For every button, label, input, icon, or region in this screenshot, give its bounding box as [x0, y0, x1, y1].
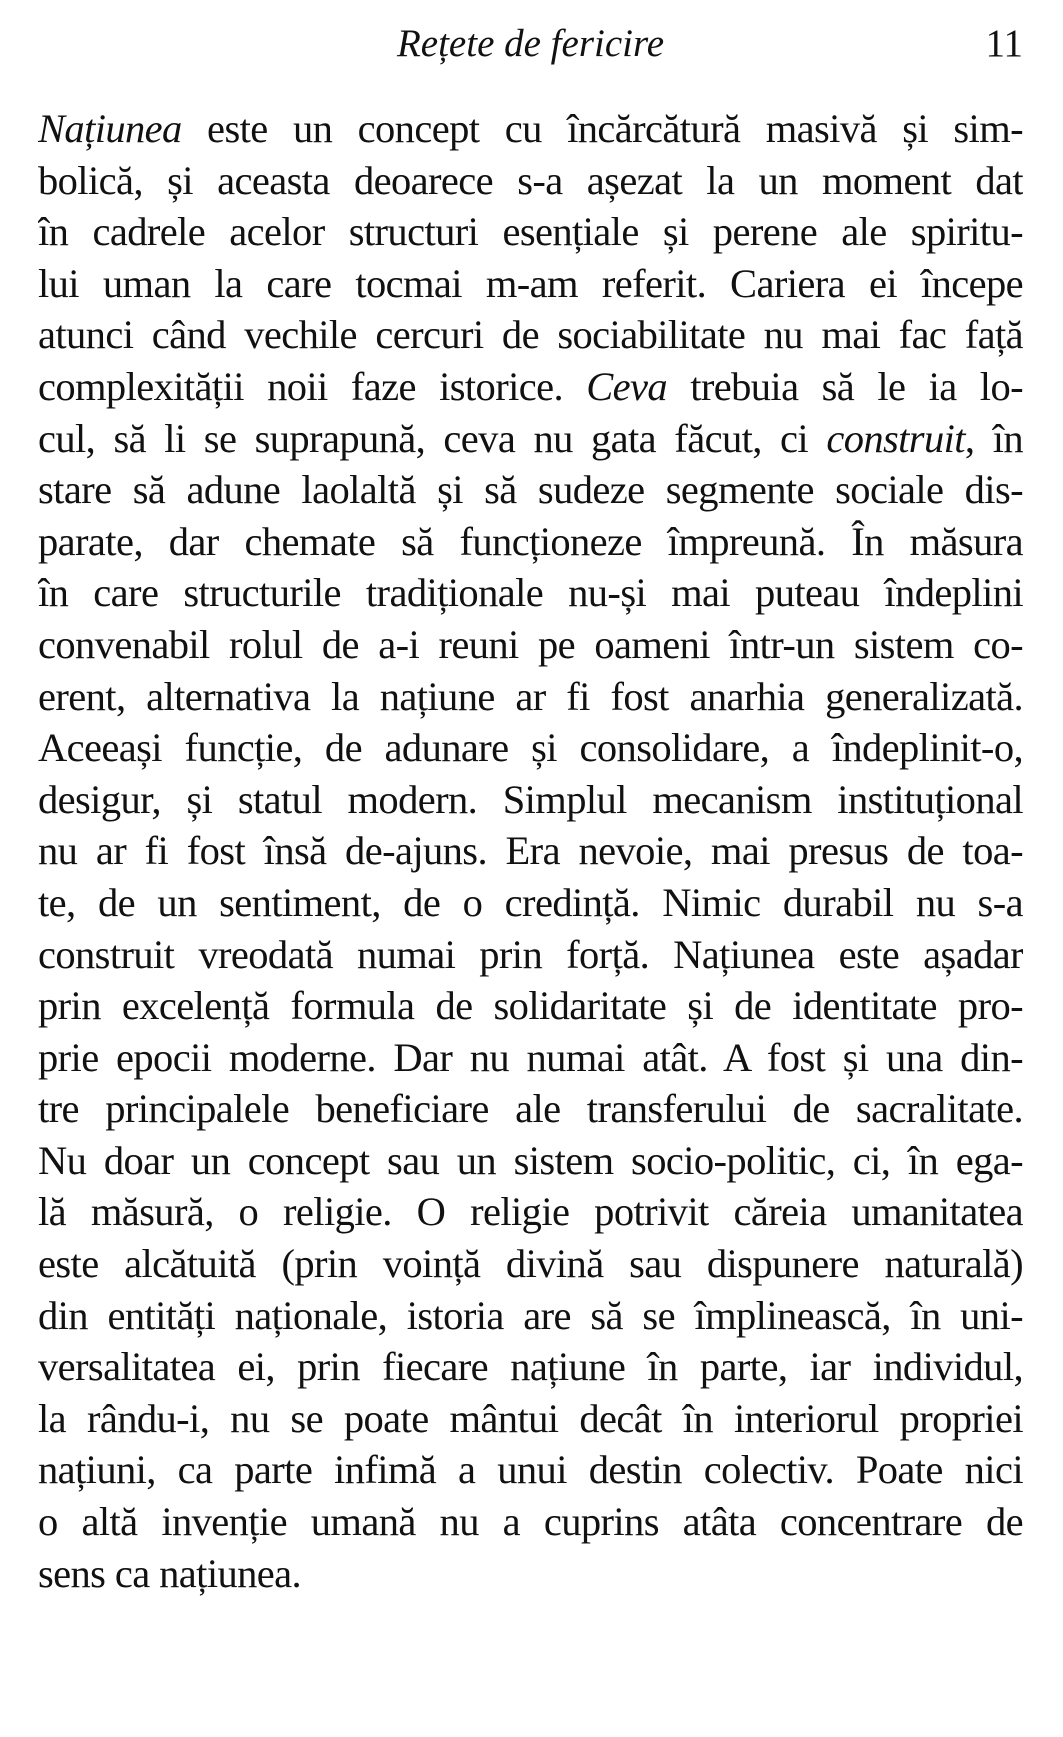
text-run: Nu doar un concept sau un sistem socio-politic, ci, în ega- — [38, 1137, 1023, 1183]
text-line — [38, 1341, 1023, 1393]
text-line — [38, 1135, 1023, 1187]
text-run: în care structurile tradiționale nu-și mai puteau îndeplini — [38, 570, 1023, 616]
text-run: complexității noii faze istorice. — [38, 363, 587, 409]
text-run: lui uman la care tocmai m-am referit. Cariera ei începe — [38, 260, 1023, 306]
book-page — [38, 0, 1023, 1737]
text-run: trebuia să le ia lo- — [667, 363, 1023, 409]
text-run: prie epocii moderne. Dar nu numai atât. A fost și una din- — [38, 1034, 1023, 1080]
body-paragraph — [38, 103, 1023, 1599]
italic-term: Ceva — [586, 363, 668, 409]
text-line — [38, 877, 1023, 929]
text-run: nu ar fi fost însă de-ajuns. Era nevoie, mai presus de toa- — [38, 828, 1023, 874]
text-line — [38, 671, 1023, 723]
text-run: Aceeași funcție, de adunare și consolidare, a îndeplinit-o, — [38, 725, 1023, 771]
italic-term: Națiunea — [38, 106, 182, 151]
text-run: convenabil rolul de a-i reuni pe oameni într-un sistem co- — [38, 621, 1023, 667]
text-line — [38, 722, 1023, 774]
text-line — [38, 1444, 1023, 1496]
text-line — [38, 1290, 1023, 1342]
text-run: la rându-i, nu se poate mântui decât în interiorul propriei — [38, 1395, 1023, 1441]
text-line — [38, 103, 1023, 155]
page-number: 11 — [985, 22, 1023, 65]
running-title: Rețete de fericire — [396, 22, 665, 65]
text-run: atunci când vechile cercuri de sociabilitate nu mai fac față — [38, 312, 1023, 358]
text-run: prin excelență formula de solidaritate și de identitate pro- — [38, 983, 1023, 1029]
text-line — [38, 1186, 1023, 1238]
text-line — [38, 516, 1023, 568]
text-line — [38, 619, 1023, 671]
text-line — [38, 309, 1023, 361]
text-line — [38, 413, 1023, 465]
text-line — [38, 929, 1023, 981]
text-run: sens ca națiunea. — [38, 1550, 302, 1596]
italic-term: construit — [826, 415, 965, 461]
text-run: parate, dar chemate să funcționeze împreună. În măsura — [38, 518, 1023, 564]
text-run: este alcătuită (prin voință divină sau dispunere naturală) — [38, 1241, 1023, 1287]
text-line — [38, 1393, 1023, 1445]
text-run: construit vreodată numai prin forță. Națiunea este așadar — [38, 931, 1023, 977]
text-run: tre principalele beneficiare ale transferului de sacralitate. — [38, 1086, 1023, 1132]
text-line — [38, 825, 1023, 877]
text-run: versalitatea ei, prin fiecare națiune în parte, iar individul, — [38, 1344, 1023, 1390]
text-line — [38, 155, 1023, 207]
text-line — [38, 258, 1023, 310]
text-run: te, de un sentiment, de o credință. Nimic durabil nu s-a — [38, 879, 1023, 925]
text-run: din entități naționale, istoria are să se împlinească, în uni- — [38, 1292, 1023, 1338]
text-run: cul, să li se suprapună, ceva nu gata făcut, ci — [38, 415, 827, 461]
text-run: o altă invenție umană nu a cuprins atâta concentrare de — [38, 1499, 1023, 1545]
text-run: , în — [964, 415, 1023, 461]
text-line — [38, 1032, 1023, 1084]
text-run: lă măsură, o religie. O religie potrivit căreia umanitatea — [38, 1189, 1023, 1235]
text-run: erent, alternativa la națiune ar fi fost anarhia generalizată. — [38, 673, 1023, 719]
text-run: bolică, și aceasta deoarece s-a așezat la un moment dat — [38, 157, 1023, 203]
text-line — [38, 1548, 1023, 1600]
text-run: desigur, și statul modern. Simplul mecanism instituțional — [38, 776, 1023, 822]
text-line — [38, 1496, 1023, 1548]
text-line — [38, 980, 1023, 1032]
text-line — [38, 464, 1023, 516]
text-line — [38, 206, 1023, 258]
text-line — [38, 774, 1023, 826]
text-run: națiuni, ca parte infimă a unui destin colectiv. Poate nici — [38, 1447, 1023, 1493]
text-run: în cadrele acelor structuri esențiale și perene ale spiritu- — [38, 209, 1023, 255]
text-run: stare să adune laolaltă și să sudeze segmente sociale dis- — [38, 467, 1023, 513]
text-run: este un concept cu încărcătură masivă și sim- — [181, 106, 1023, 151]
text-line — [38, 567, 1023, 619]
text-line — [38, 361, 1023, 413]
text-line — [38, 1238, 1023, 1290]
running-header — [38, 14, 1023, 74]
text-line — [38, 1083, 1023, 1135]
